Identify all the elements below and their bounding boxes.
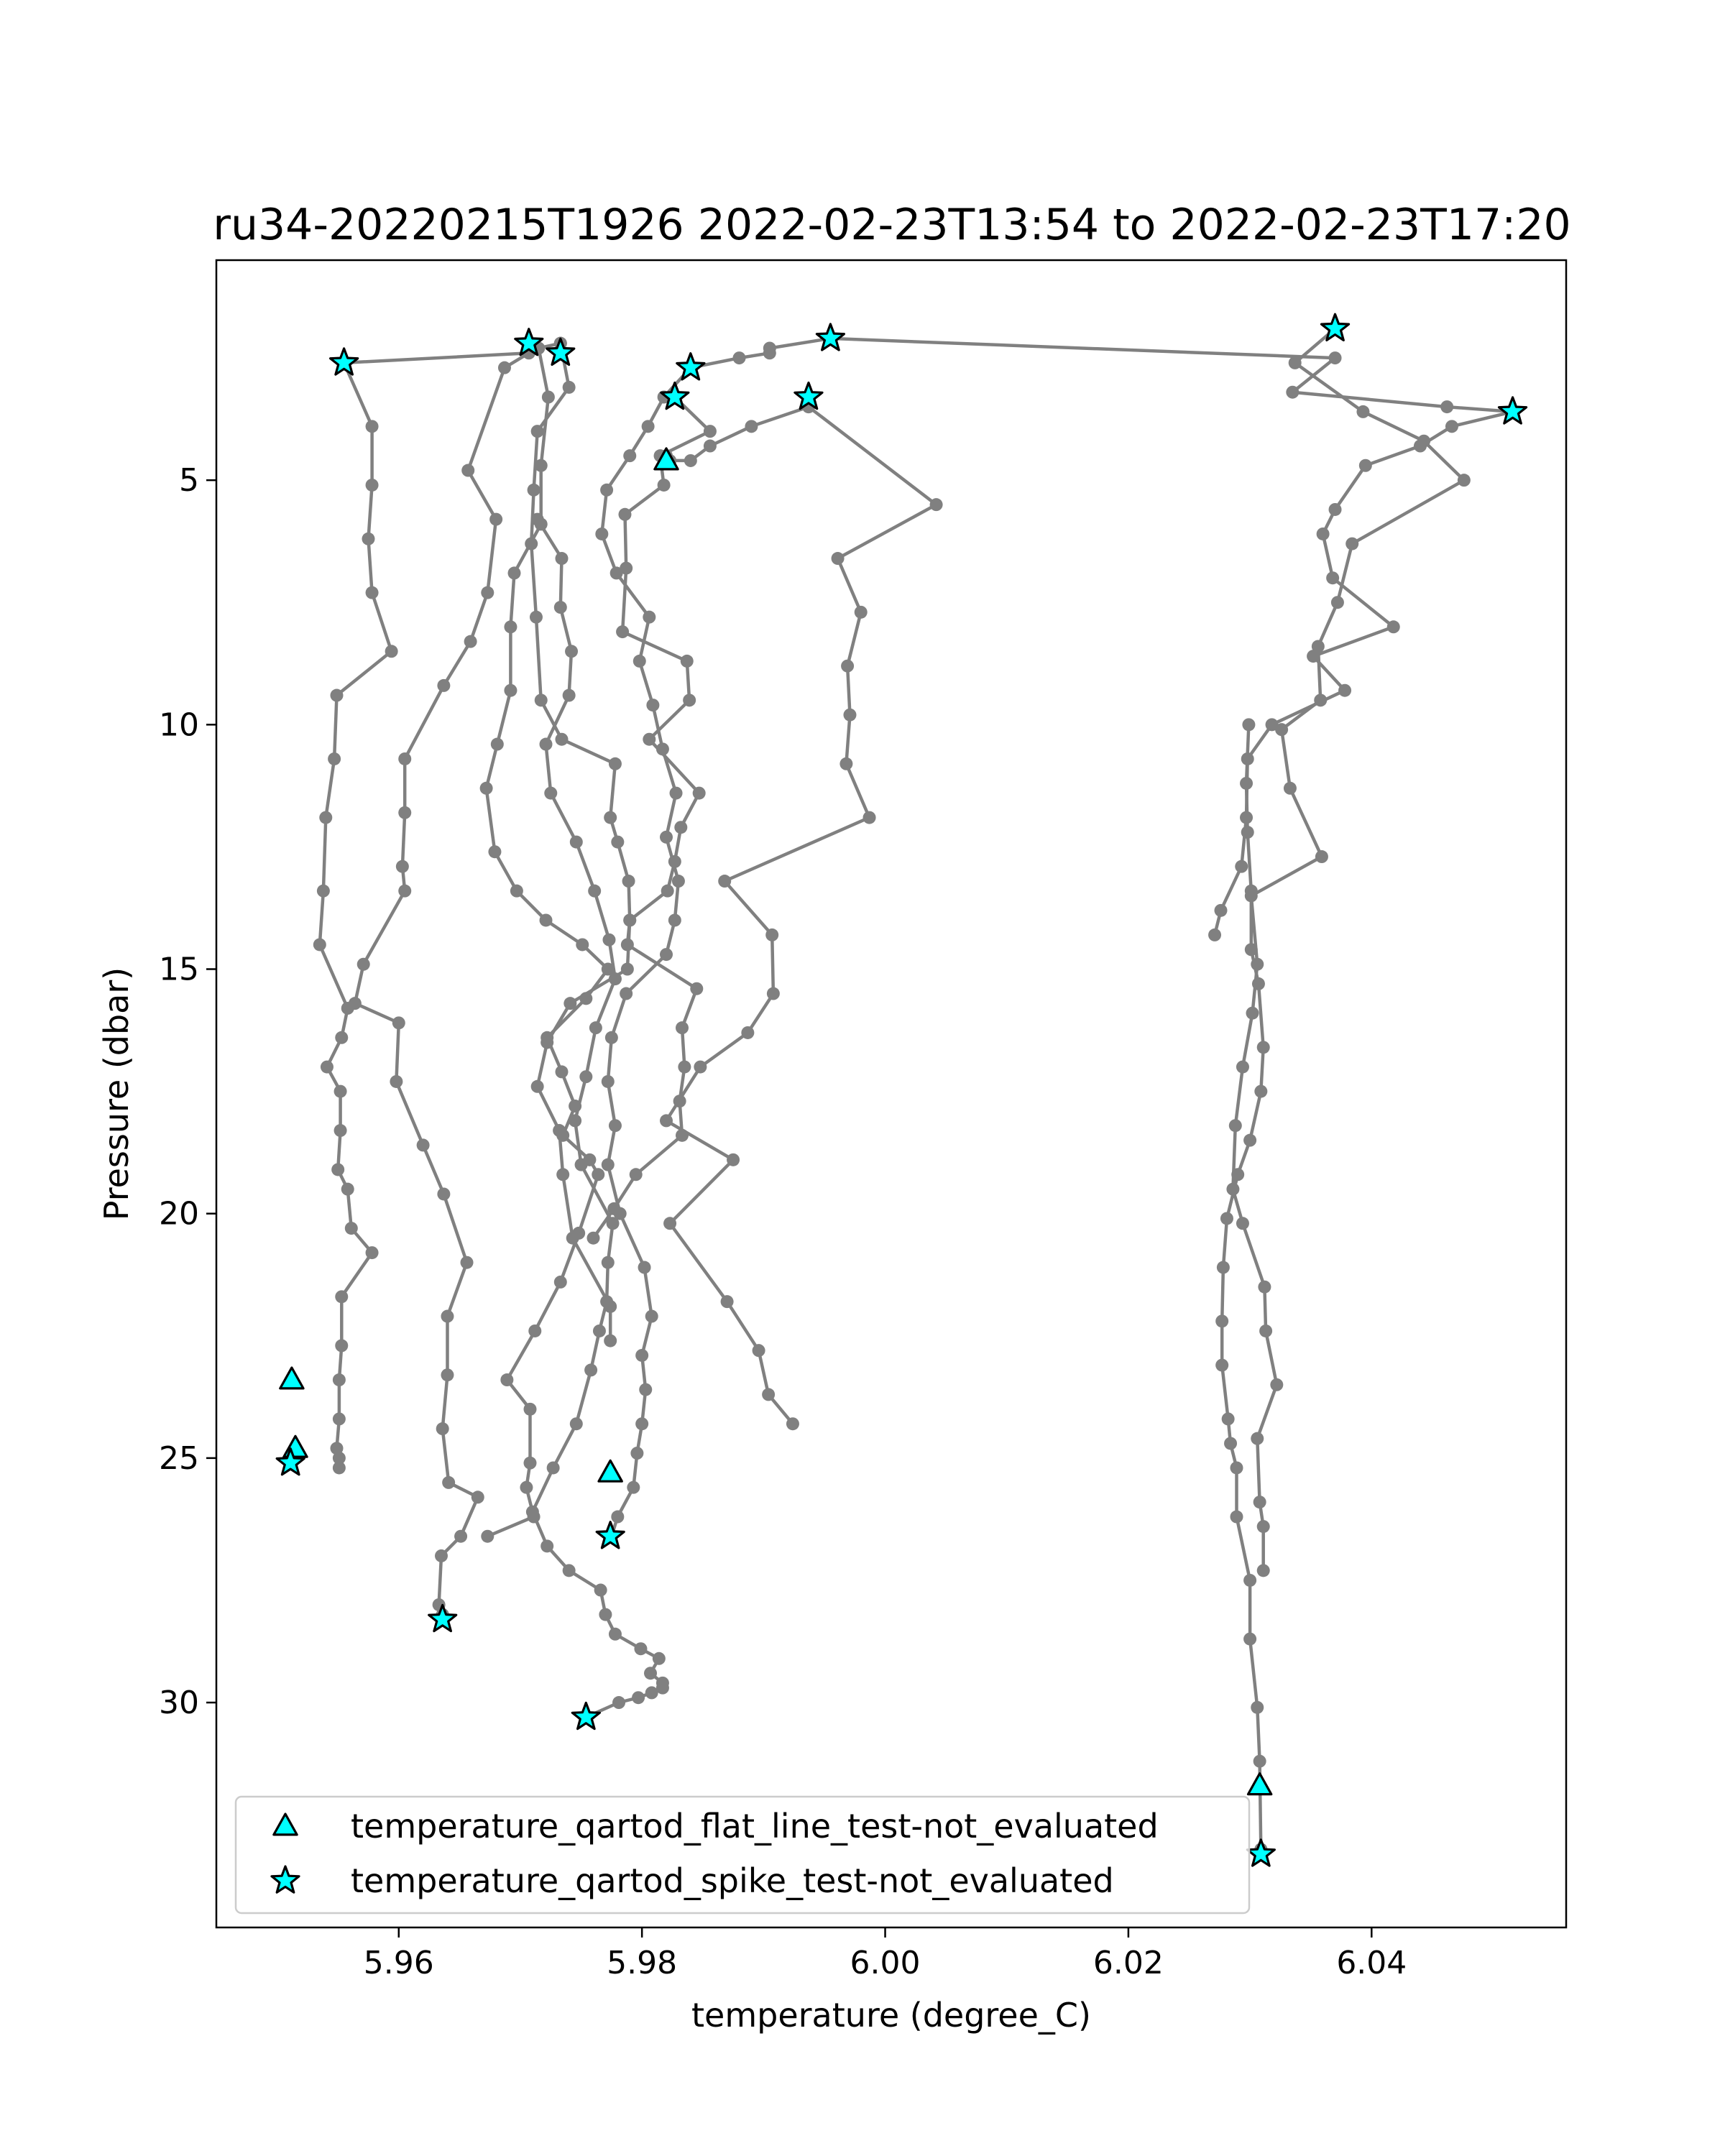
data-point (584, 1363, 597, 1376)
data-point (524, 1403, 537, 1416)
data-point (398, 885, 411, 898)
data-point (668, 855, 681, 868)
data-point (544, 787, 557, 800)
data-point (1215, 904, 1228, 917)
data-point (1286, 386, 1299, 399)
data-point (684, 454, 697, 467)
data-point (366, 1246, 379, 1259)
data-point (843, 709, 856, 722)
chart-title: ru34-20220215T1926 2022-02-23T13:54 to 2022-02-23T17:20 (213, 200, 1571, 250)
data-point (602, 934, 615, 946)
data-point (531, 513, 544, 526)
data-point (530, 611, 543, 624)
data-point (441, 1368, 454, 1381)
data-point (611, 1511, 624, 1524)
data-point (1220, 1212, 1233, 1225)
data-point (663, 1217, 676, 1230)
data-point (1329, 503, 1342, 516)
data-point (1257, 1041, 1270, 1054)
data-point (1236, 1061, 1249, 1074)
legend-label-spike: temperature_qartod_spike_test-not_evaluated (351, 1861, 1114, 1900)
data-point (674, 821, 687, 834)
x-tick-label: 6.04 (1336, 1945, 1407, 1981)
data-point (1284, 782, 1297, 795)
data-point (491, 738, 504, 751)
data-point (602, 1256, 615, 1269)
data-point (621, 938, 634, 951)
data-point (570, 1417, 583, 1430)
data-point (442, 1476, 455, 1489)
data-point (1251, 1701, 1264, 1714)
data-point (599, 1608, 612, 1621)
data-point (643, 733, 656, 746)
data-point (694, 1061, 707, 1074)
data-point (1312, 640, 1325, 653)
data-point (1359, 459, 1372, 472)
data-point (683, 694, 696, 706)
data-point (1243, 1574, 1256, 1587)
data-point (366, 586, 379, 599)
x-tick-label: 5.98 (607, 1945, 678, 1981)
data-point (540, 913, 553, 926)
data-point (1315, 850, 1328, 863)
data-point (1254, 1755, 1266, 1768)
data-point (832, 552, 845, 565)
data-point (437, 679, 450, 692)
data-point (436, 1422, 449, 1435)
data-point (633, 655, 646, 668)
data-point (670, 787, 683, 800)
data-point (464, 635, 477, 648)
data-point (531, 1080, 544, 1093)
data-point (1254, 1085, 1267, 1098)
data-point (638, 1261, 651, 1274)
data-point (763, 341, 776, 354)
data-point (660, 948, 673, 961)
data-point (1236, 1217, 1249, 1230)
data-point (1331, 596, 1344, 609)
data-point (1257, 1520, 1270, 1533)
data-point (1231, 1168, 1244, 1181)
data-point (627, 1481, 640, 1494)
data-point (1417, 435, 1430, 448)
data-point (540, 738, 553, 751)
data-point (661, 885, 674, 898)
data-point (349, 997, 362, 1010)
data-point (520, 1481, 533, 1494)
x-tick-label: 5.96 (363, 1945, 434, 1981)
data-point (563, 1564, 576, 1577)
data-point (481, 1530, 494, 1543)
data-point (1275, 723, 1288, 736)
data-point (575, 1158, 588, 1171)
data-point (604, 811, 617, 824)
data-point (390, 1075, 402, 1088)
data-point (1254, 1496, 1266, 1508)
data-point (621, 963, 634, 976)
data-point (524, 1457, 537, 1470)
data-point (630, 1168, 643, 1181)
data-point (786, 1417, 799, 1430)
data-point (635, 1349, 648, 1362)
data-point (840, 757, 852, 770)
data-point (313, 938, 326, 951)
data-point (741, 1026, 754, 1039)
data-point (556, 1168, 569, 1181)
data-point (570, 836, 583, 849)
data-point (634, 1642, 647, 1655)
data-point (1346, 538, 1358, 550)
data-point (528, 484, 540, 497)
data-point (435, 1549, 448, 1562)
data-point (531, 425, 544, 438)
data-point (1246, 1007, 1259, 1020)
legend-label-flat-line: temperature_qartod_flat_line_test-not_evaluated (351, 1807, 1159, 1846)
data-point (660, 1114, 673, 1127)
data-point (565, 645, 578, 658)
data-point (454, 1530, 467, 1543)
data-point (345, 1222, 358, 1235)
data-point (508, 566, 521, 579)
data-point (564, 997, 576, 1010)
data-point (331, 1163, 344, 1176)
data-point (593, 1325, 606, 1337)
data-point (317, 885, 330, 898)
data-point (481, 586, 494, 599)
data-point (554, 601, 567, 614)
data-point (721, 1295, 734, 1308)
data-point (1230, 1461, 1243, 1474)
data-point (658, 479, 671, 492)
data-point (1215, 1359, 1228, 1372)
data-point (1252, 977, 1265, 990)
data-point (604, 1335, 617, 1348)
data-point (528, 1325, 541, 1337)
data-point (1440, 400, 1453, 413)
data-point (526, 1506, 539, 1519)
data-point (1217, 1261, 1230, 1274)
data-point (500, 1373, 513, 1386)
data-point (1314, 694, 1327, 706)
x-axis-label: temperature (degree_C) (691, 1996, 1091, 2035)
data-point (600, 484, 613, 497)
data-point (1208, 929, 1221, 941)
data-point (1270, 1378, 1283, 1391)
data-point (1240, 777, 1253, 790)
data-point (678, 1061, 691, 1074)
data-point (668, 913, 681, 926)
data-point (547, 1461, 560, 1474)
data-point (620, 562, 632, 575)
data-point (392, 1016, 405, 1029)
data-point (510, 885, 523, 898)
data-point (504, 620, 517, 633)
data-point (569, 1114, 581, 1127)
data-point (632, 1691, 645, 1704)
data-point (540, 1036, 553, 1049)
data-point (1289, 356, 1302, 369)
data-point (335, 1339, 348, 1352)
data-point (681, 655, 694, 668)
y-tick-label: 20 (159, 1195, 199, 1233)
data-point (542, 390, 555, 403)
data-point (690, 982, 703, 995)
data-point (1257, 1564, 1270, 1577)
data-point (602, 1158, 615, 1171)
data-point (576, 938, 589, 951)
data-point (555, 1065, 568, 1078)
data-point (676, 1021, 689, 1034)
data-point (319, 811, 332, 824)
data-point (461, 1256, 474, 1269)
data-point (579, 1070, 592, 1083)
data-point (1326, 571, 1339, 584)
data-point (504, 684, 517, 697)
data-point (328, 752, 341, 765)
data-point (555, 733, 568, 746)
data-point (643, 611, 656, 624)
data-point (1356, 405, 1369, 418)
data-point (612, 1696, 625, 1709)
data-point (396, 860, 409, 873)
data-point (525, 538, 538, 550)
data-point (366, 420, 379, 433)
data-point (622, 875, 635, 888)
data-point (586, 1232, 599, 1245)
data-point (1387, 620, 1400, 633)
data-point (1242, 718, 1255, 731)
data-point (635, 1417, 648, 1430)
data-point (1251, 1432, 1264, 1445)
data-point (594, 1584, 607, 1597)
data-point (602, 1075, 615, 1088)
data-point (472, 1491, 484, 1503)
data-point (592, 1168, 604, 1181)
data-point (1243, 1134, 1256, 1147)
data-point (618, 508, 631, 521)
data-point (1259, 1325, 1272, 1337)
data-point (693, 787, 706, 800)
data-point (1258, 1281, 1271, 1294)
data-point (600, 1295, 613, 1308)
data-point (727, 1153, 740, 1166)
data-point (623, 913, 636, 926)
data-point (639, 1383, 652, 1396)
data-point (1338, 684, 1351, 697)
x-tick-label: 6.02 (1092, 1945, 1164, 1981)
y-tick-label: 15 (159, 951, 199, 988)
data-point (321, 1061, 334, 1074)
data-point (563, 689, 576, 702)
data-point (366, 479, 379, 492)
data-point (357, 958, 370, 971)
data-point (1215, 1314, 1228, 1327)
data-point (480, 782, 493, 795)
data-point (441, 1310, 454, 1323)
data-point (704, 440, 717, 453)
data-point (863, 811, 876, 824)
data-point (841, 660, 854, 673)
data-point (609, 972, 622, 985)
data-point (1230, 1511, 1243, 1524)
data-point (653, 1652, 666, 1665)
data-point (437, 1187, 450, 1200)
legend (236, 1797, 1249, 1913)
data-point (1458, 474, 1471, 487)
data-point (1445, 420, 1458, 433)
y-tick-label: 10 (159, 706, 199, 744)
data-point (540, 1539, 553, 1552)
data-point (1241, 826, 1254, 839)
data-point (645, 1686, 658, 1699)
data-point (1229, 1119, 1242, 1132)
y-tick-label: 25 (159, 1439, 199, 1477)
data-point (1235, 860, 1248, 873)
data-point (1243, 1633, 1256, 1646)
data-point (607, 1202, 620, 1215)
data-point (855, 606, 868, 619)
data-point (498, 361, 511, 374)
data-point (644, 1667, 657, 1680)
y-tick-label: 5 (179, 462, 199, 499)
data-point (554, 1276, 567, 1289)
data-point (489, 513, 502, 526)
data-point (488, 845, 501, 858)
data-point (330, 689, 343, 702)
y-axis-label: Pressure (dbar) (97, 967, 136, 1221)
x-tick-label: 6.00 (850, 1945, 921, 1981)
data-point (1222, 1412, 1235, 1425)
data-point (1317, 528, 1330, 540)
data-point (611, 836, 624, 849)
data-point (1329, 351, 1342, 364)
y-tick-label: 30 (159, 1685, 199, 1722)
data-point (555, 552, 568, 565)
data-point (398, 752, 411, 765)
data-point (335, 1031, 348, 1044)
data-point (341, 1183, 354, 1196)
data-point (334, 1085, 347, 1098)
data-point (733, 351, 746, 364)
data-point (762, 1388, 775, 1401)
data-point (660, 831, 673, 844)
data-point (566, 1232, 579, 1245)
data-point (620, 987, 632, 1000)
data-point (616, 625, 629, 638)
data-point (335, 1290, 348, 1303)
data-point (563, 381, 576, 394)
data-point (645, 1310, 658, 1323)
data-point (595, 528, 608, 540)
data-point (333, 1461, 346, 1474)
data-point (535, 694, 548, 706)
data-point (398, 806, 411, 819)
data-point (623, 449, 636, 462)
data-point (553, 1124, 566, 1137)
data-point (718, 875, 731, 888)
data-point (605, 1031, 618, 1044)
data-point (461, 464, 474, 477)
data-point (1245, 885, 1258, 898)
data-point (630, 1447, 643, 1460)
data-point (333, 1373, 346, 1386)
data-point (646, 699, 659, 711)
data-point (930, 498, 943, 511)
data-point (642, 420, 655, 433)
data-point (767, 987, 780, 1000)
data-point (672, 875, 685, 888)
data-point (417, 1138, 430, 1151)
data-point (385, 645, 398, 658)
data-point (362, 533, 374, 545)
data-point (609, 1628, 622, 1641)
data-point (334, 1124, 347, 1137)
data-point (333, 1412, 346, 1425)
data-point (704, 425, 717, 438)
data-point (588, 885, 601, 898)
data-point (765, 929, 778, 941)
data-point (753, 1344, 765, 1357)
data-point (745, 420, 758, 433)
data-point (1245, 943, 1258, 956)
data-point (589, 1021, 602, 1034)
data-point (609, 757, 622, 770)
data-point (609, 1119, 622, 1132)
data-point (1224, 1437, 1237, 1450)
